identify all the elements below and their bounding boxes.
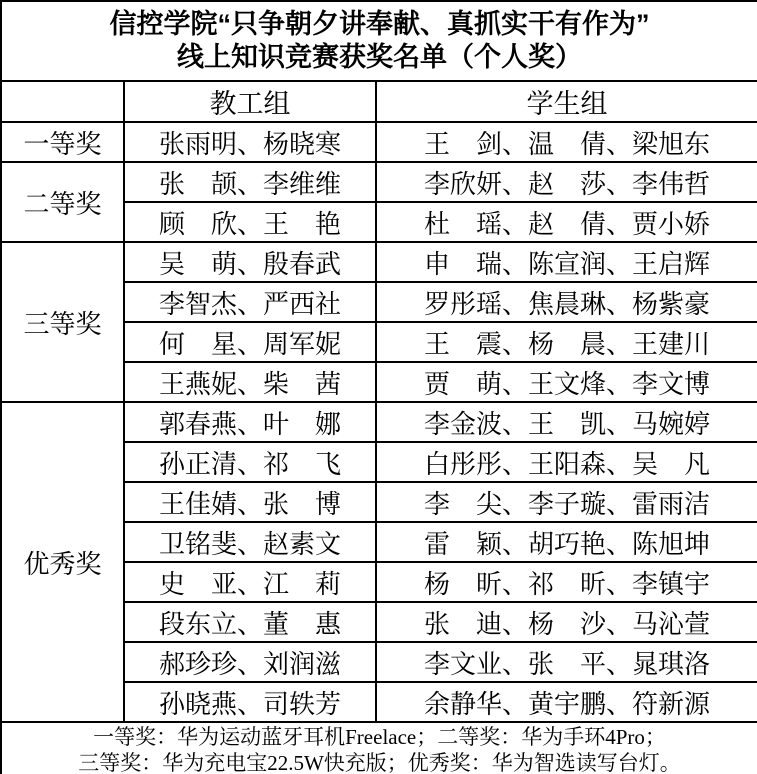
faculty-cell: 张 颉、李维维: [124, 162, 376, 202]
header-student-group: 学生组: [376, 81, 757, 122]
student-cell: 王 震、杨 晨、王建川: [376, 322, 757, 362]
header-row: [1, 81, 757, 122]
table-row: [1, 242, 757, 282]
footer-row: [1, 722, 757, 774]
prize-description: [1, 722, 757, 774]
faculty-cell: 郝珍珍、刘润滋: [124, 642, 376, 682]
faculty-cell: 郭春燕、叶 娜: [124, 402, 376, 442]
student-cell: 杜 瑶、赵 倩、贾小娇: [376, 202, 757, 242]
student-cell: 罗彤瑶、焦晨琳、杨紫豪: [376, 282, 757, 322]
title-line-1: 信控学院“只争朝夕讲奉献、真抓实干有作为”: [109, 9, 650, 39]
faculty-cell: 卫铭斐、赵素文: [124, 522, 376, 562]
faculty-cell: 吴 萌、殷春武: [124, 242, 376, 282]
faculty-cell: 顾 欣、王 艳: [124, 202, 376, 242]
student-cell: 张 迪、杨 沙、马沁萱: [376, 602, 757, 642]
prize-description-line-2: 三等奖：华为充电宝22.5W快充版；优秀奖：华为智选读写台灯。: [78, 751, 681, 774]
header-award-column: [1, 81, 124, 122]
student-cell: 余静华、黄宇鹏、符新源: [376, 682, 757, 722]
title-line-2: 线上知识竞赛获奖名单（个人奖）: [177, 42, 583, 72]
faculty-cell: 王佳婧、张 博: [124, 482, 376, 522]
faculty-cell: 孙正清、祁 飞: [124, 442, 376, 482]
faculty-cell: 李智杰、严西社: [124, 282, 376, 322]
faculty-cell: 史 亚、江 莉: [124, 562, 376, 602]
award-label-first-prize: 一等奖: [1, 122, 124, 162]
student-cell: 白彤彤、王阳森、吴 凡: [376, 442, 757, 482]
faculty-cell: 张雨明、杨晓寒: [124, 122, 376, 162]
header-faculty-group: 教工组: [124, 81, 376, 122]
student-cell: 李金波、王 凯、马婉婷: [376, 402, 757, 442]
faculty-cell: 段东立、董 惠: [124, 602, 376, 642]
student-cell: 雷 颖、胡巧艳、陈旭坤: [376, 522, 757, 562]
award-label-second-prize: 二等奖: [1, 162, 124, 242]
faculty-cell: 孙晓燕、司轶芳: [124, 682, 376, 722]
award-label-third-prize: 三等奖: [1, 242, 124, 402]
title-row: [1, 1, 757, 81]
student-cell: 李 尖、李子璇、雷雨洁: [376, 482, 757, 522]
student-cell: 王 剑、温 倩、梁旭东: [376, 122, 757, 162]
table-row: [1, 162, 757, 202]
page-title: [1, 1, 757, 81]
student-cell: 李欣妍、赵 莎、李伟哲: [376, 162, 757, 202]
student-cell: 申 瑞、陈宣润、王启辉: [376, 242, 757, 282]
student-cell: 李文业、张 平、晁琪洛: [376, 642, 757, 682]
faculty-cell: 王燕妮、柴 茜: [124, 362, 376, 402]
faculty-cell: 何 星、周军妮: [124, 322, 376, 362]
student-cell: 杨 昕、祁 昕、李镇宇: [376, 562, 757, 602]
award-label-excellence-prize: 优秀奖: [1, 402, 124, 722]
prize-description-line-1: 一等奖：华为运动蓝牙耳机Freelace；二等奖：华为手环4Pro；: [93, 725, 666, 749]
student-cell: 贾 萌、王文烽、李文博: [376, 362, 757, 402]
table-row: [1, 402, 757, 442]
table-row: [1, 122, 757, 162]
